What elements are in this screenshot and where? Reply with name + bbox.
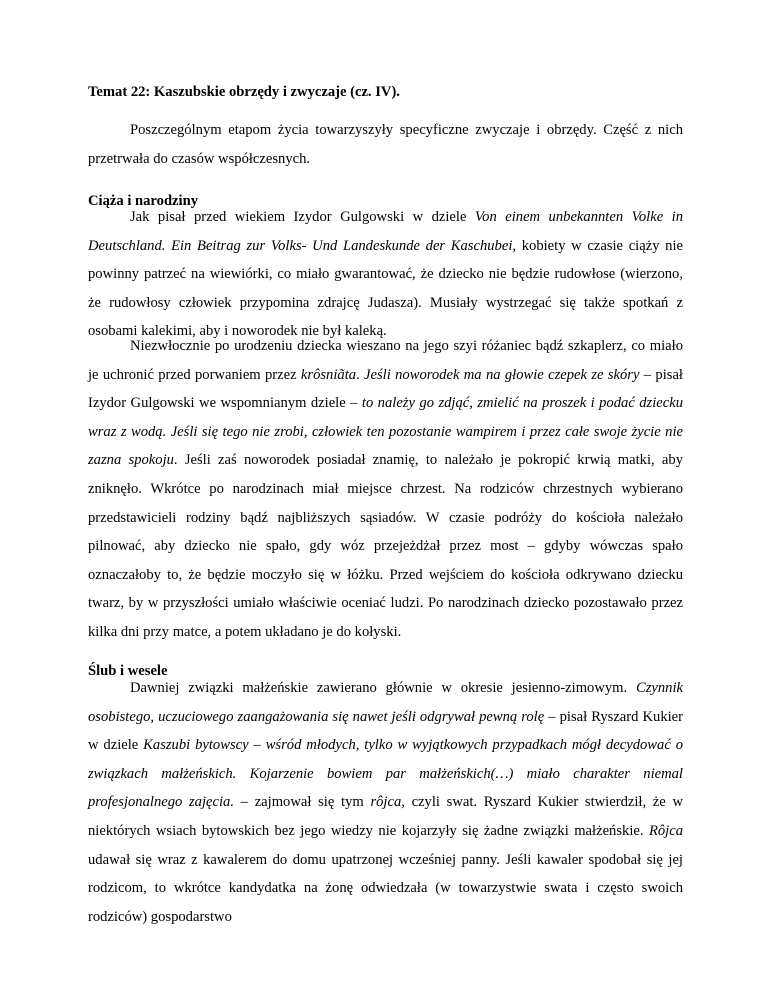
page-title: Temat 22: Kaszubskie obrzędy i zwyczaje (cz. IV). (88, 84, 400, 100)
paragraph-pregnancy-2: Niezwłocznie po urodzeniu dziecka wieszano na jego szyi różaniec bądź szkaplerz, co miało je uchronić przed porwaniem przez krôsniãta. Jeśli noworodek ma na głowie czepek ze skóry – pisał Izydor Gulgowski we wspomnianym dziele – to należy go zdjąć, zmielić na proszek i podać dziecku wraz z wodą. Jeśli się tego nie zrobi, człowiek ten pozostanie wampirem i przez całe swoje życie nie zazna spokoju. Jeśli zaś noworodek posiadał znamię, to należało je pokropić krwią matki, aby zniknęło. Wkrótce po narodzinach miał miejsce chrzest. Na rodziców chrzestnych wybierano przedstawicieli rodziny bądź najbliższych sąsiadów. W czasie podróży do kościoła należało pilnować, aby dziecko nie spało, gdy wóz przejeżdżał przez most – gdyby wówczas spało oznaczałoby to, że będzie moczyło się w łóżku. Przed wejściem do kościoła odkrywano dziecku twarz, by w przyszłości umiało właściwie oceniać ludzi. Po narodzinach dziecko pozostawało przez kilka dni przy matce, a potem układano je do kołyski. (88, 338, 684, 640)
intro-paragraph: Poszczególnym etapom życia towarzyszyły specyficzne zwyczaje i obrzędy. Część z nich przetrwała do czasów współczesnych. (88, 122, 683, 167)
paragraph-wedding-1: Dawniej związki małżeńskie zawierano głównie w okresie jesienno-zimowym. Czynnik osobistego, uczuciowego zaangażowania się nawet jeśli odgrywał pewną rolę – pisał Ryszard Kukier w dziele Kaszubi bytowscy – wśród młodych, tylko w wyjątkowych przypadkach mógł decydować o związkach małżeńskich. Kojarzenie bowiem par małżeńskich(…) miało charakter niemal profesjonalnego zajęcia. – zajmował się tym rôjca, czyli swat. Ryszard Kukier stwierdził, że w niektórych wsiach bytowskich bez jego wiedzy nie kojarzyły się żadne związki małżeńskie. Rôjca udawał się wraz z kawalerem do domu upatrzonej wcześniej panny. Jeśli kawaler spodobał się jej rodzicom, to wkrótce kandydatka na żonę odwiedzała (w towarzystwie swata i często swoich rodziców) gospodarstwo (88, 680, 684, 925)
section-heading-pregnancy: Ciąża i narodziny (88, 193, 199, 209)
section-heading-wedding: Ślub i wesele (88, 663, 168, 679)
paragraph-pregnancy-1: Jak pisał przed wiekiem Izydor Gulgowski w dziele Von einem unbekannten Volke in Deutschland. Ein Beitrag zur Volks- Und Landeskunde der Kaschubei, kobiety w czasie ciąży nie powinny patrzeć na wiewiórki, co miało gwarantować, że dziecko nie będzie rudowłose (wierzono, że rudowłosy człowiek przypomina zdrajcę Judasza). Musiały wystrzegać się także spotkań z osobami kalekimi, aby i noworodek nie był kaleką. (88, 209, 683, 340)
